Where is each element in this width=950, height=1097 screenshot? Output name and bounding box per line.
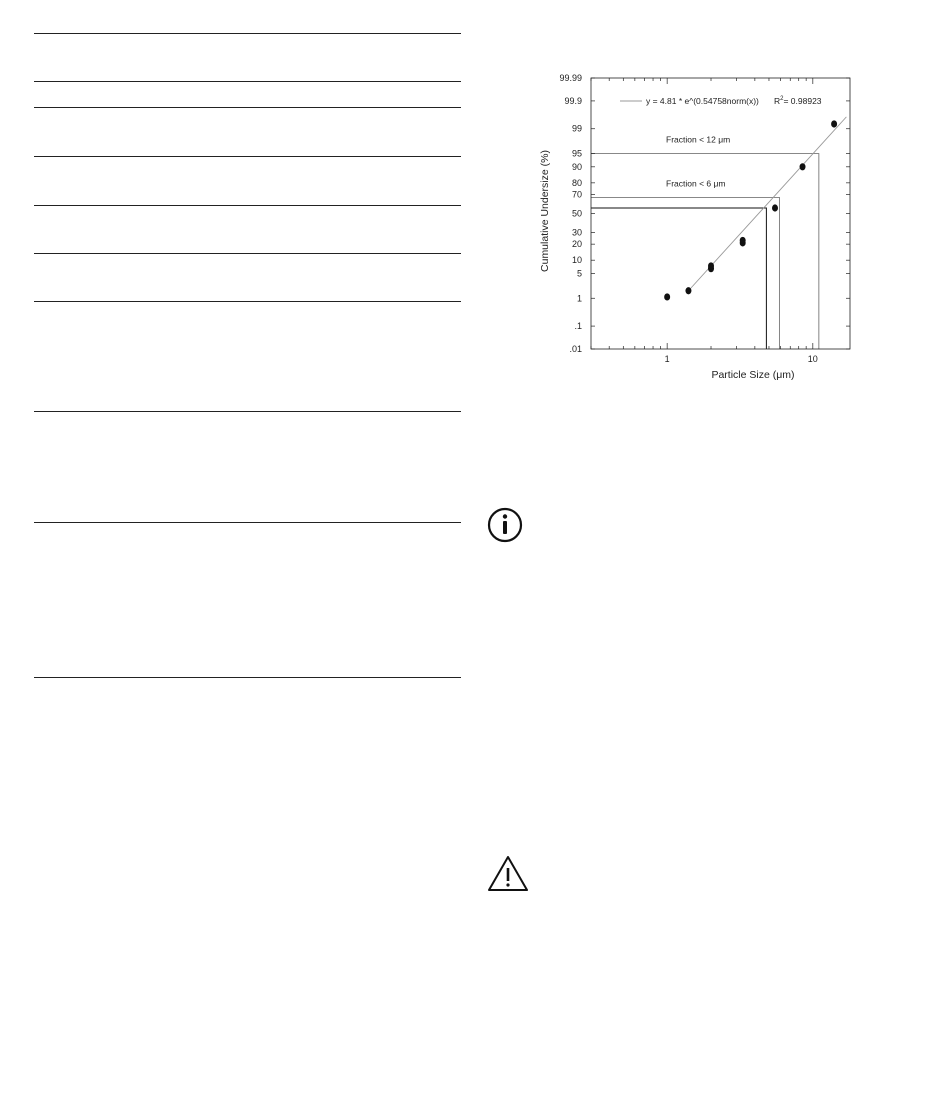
reference-guide	[591, 208, 766, 349]
y-tick-label: .01	[569, 344, 582, 354]
table-rule	[34, 411, 461, 412]
y-tick-label: 99	[571, 123, 582, 134]
x-tick-label: 1	[664, 354, 670, 364]
y-tick-label: 30	[571, 227, 582, 238]
annotation-label: Fraction < 12 μm	[666, 134, 731, 145]
data-point	[831, 120, 837, 127]
x-axis-title: Particle Size (μm)	[711, 369, 795, 381]
data-point	[708, 262, 714, 269]
warning-icon	[487, 854, 527, 894]
y-tick-label: .1	[574, 321, 582, 332]
plot-frame	[591, 78, 850, 349]
data-point	[740, 237, 746, 244]
y-axis-title: Cumulative Undersize (%)	[539, 150, 551, 272]
table-rule	[34, 33, 461, 34]
table-rule	[34, 677, 461, 678]
data-point	[685, 287, 691, 294]
data-point	[772, 204, 778, 211]
y-tick-label: 99.99	[559, 73, 582, 83]
y-tick-label: 20	[571, 239, 582, 250]
data-point	[800, 163, 806, 170]
info-icon	[487, 505, 527, 545]
y-tick-label: 80	[571, 177, 582, 188]
table-rule	[34, 156, 461, 157]
table-rule	[34, 522, 461, 523]
ruled-table	[34, 0, 461, 700]
table-rule	[34, 205, 461, 206]
chart-svg	[528, 66, 873, 386]
table-rule	[34, 253, 461, 254]
table-rule	[34, 107, 461, 108]
y-tick-label: 99.9	[564, 95, 582, 106]
y-tick-label: 50	[571, 208, 582, 219]
y-tick-label: 10	[571, 255, 582, 266]
annotation-label: Fraction < 6 μm	[666, 178, 726, 189]
annotation-guide	[591, 197, 779, 349]
y-tick-label: 5	[576, 268, 582, 279]
table-rule	[34, 301, 461, 302]
table-rule	[34, 81, 461, 82]
particle-size-chart	[528, 66, 873, 386]
y-tick-label: 1	[576, 293, 582, 304]
fit-equation: y = 4.81 * e^(0.54758norm(x))	[646, 96, 759, 106]
y-tick-label: 95	[571, 148, 582, 159]
r-squared-label: $R^2= 0.98923$	[774, 96, 822, 106]
y-tick-label: 90	[571, 161, 582, 172]
y-tick-label: 70	[571, 189, 582, 200]
x-tick-label: 10	[807, 354, 818, 364]
data-point	[664, 293, 670, 300]
